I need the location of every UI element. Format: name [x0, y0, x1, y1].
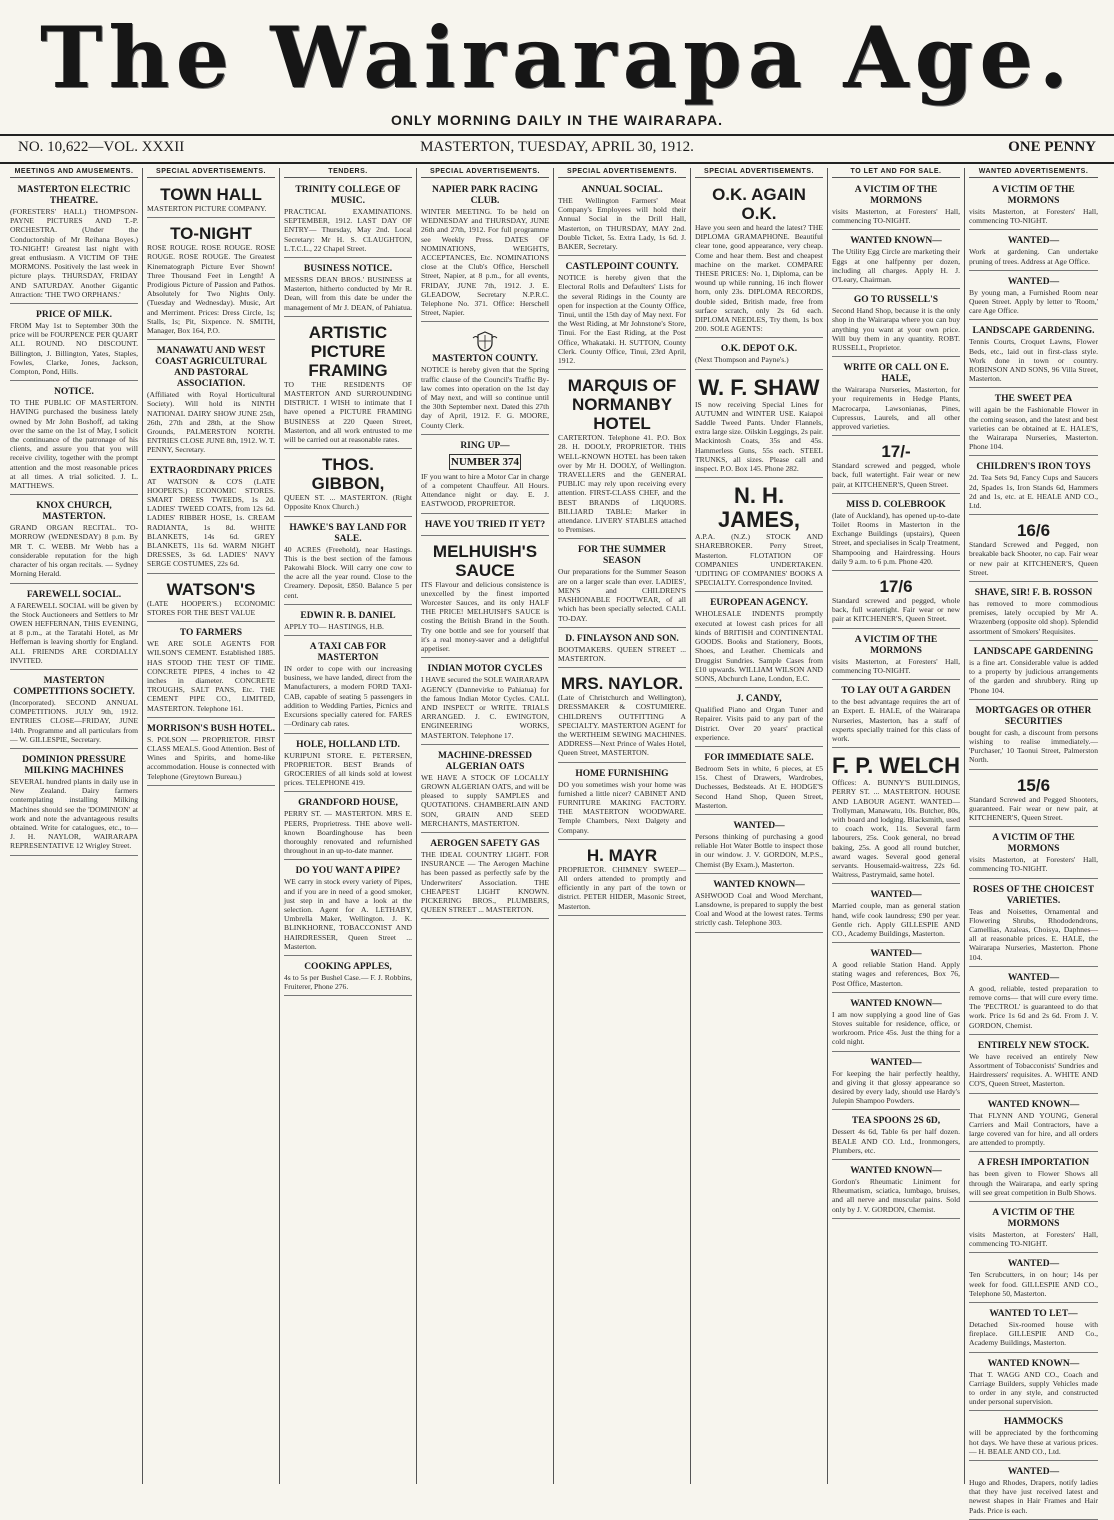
advertisement	[421, 325, 549, 434]
advertisement-title: FAREWELL SOCIAL.	[26, 589, 122, 600]
advertisement-title: HAMMOCKS	[1003, 1417, 1064, 1428]
column-2	[143, 168, 280, 1484]
advertisement	[284, 320, 412, 449]
advertisement-title: INDIAN MOTOR CYCLES	[427, 664, 543, 675]
advertisement-body: THE Wellington Farmers' Meat Company's Employees will hold their Annual Social in the Drill Hall, Masterton, on THURSDAY, MAY 2nd. Double Ticket, 5s. Extra Lady, 1s 6d. J. BAKER, Secretary.	[558, 196, 686, 252]
advertisement-title: WANTED—	[1007, 1467, 1060, 1478]
column-heading: TO LET AND FOR SALE.	[832, 168, 960, 178]
advertisement-body: QUEEN ST. ... MASTERTON. (Right Opposite Knox Church.)	[284, 493, 412, 512]
advertisement	[832, 946, 960, 993]
advertisement-body: ROSE ROUGE. ROSE ROUGE. ROSE ROUGE. ROSE ROUGE. The Greatest Kinematograph Picture Ever Shown! Three Thousand Feet in Length! A Prodigious Picture of Passion and Pathos. Absolutely for Two Nights Only. (Tuesday and Wednesday). Music, Art and Merriment. Prices: Dress Circle, 1s; Stalls, 1s; Pit, Sixpence. N. SMITH, Manager, Box 164, P.O.	[147, 243, 275, 336]
advertisement-title: H. MAYR	[586, 845, 658, 865]
advertisement-title: GRANDFORD HOUSE,	[298, 798, 398, 809]
newspaper-title: The Wairarapa Age.	[40, 7, 1075, 107]
advertisement	[969, 1306, 1098, 1353]
advertisement-title: WANTED—	[870, 1057, 922, 1068]
advertisement	[832, 497, 960, 571]
advertisement-body: (Late of Christchurch and Wellington), DRESSMAKER & COSTUMIERE. CHILDREN'S OUTFITTING A SPECIALTY. MASTERTON AGENT for the WERTHEIM SEWING MACHINES. ADDRESS—Next Prince of Wales Hotel, Queen Street, MASTERTON.	[558, 693, 686, 758]
advertisement-body: S. POLSON — PROPRIETOR. FIRST CLASS MEALS. Good Attention. Best of Wines and Spirits, and home-like accommodation. House is connected with Telephone (Greytown Bureau.)	[147, 734, 275, 781]
newspaper-columns	[6, 168, 1108, 1515]
advertisement-title: MANAWATU AND WEST COAST AGRICULTURAL AND PASTORAL ASSOCIATION.	[155, 346, 267, 390]
advertisement-title: TO FARMERS	[179, 628, 243, 639]
column-heading: MEETINGS AND AMUSEMENTS.	[10, 168, 138, 178]
advertisement-title: MORRISON'S BUSH HOTEL.	[147, 723, 276, 734]
advertisement-body: I HAVE secured the SOLE WAIRARAPA AGENCY (Dannevirke to Pahiatua) for the famous Indian Motor Cycles. CALL AND INSPECT or WRITE. TRIALS ARRANGED. J. C. EWINGTON, ENGINEERING WORKS, MASTERTON. Telephone 17.	[421, 675, 549, 740]
advertisement-body: ASHWOOD Coal and Wood Merchant, Lansdowne, is prepared to supply the best Coal and Wood at the lowest rates. Terms strictly cash. Telephone 303.	[695, 890, 823, 928]
advertisement	[969, 274, 1098, 321]
advertisement-body: is a fine art. Considerable value is added to a property by judicious arrangements of the garden and shrubbery. Ring up 'Phone 104.	[969, 657, 1098, 695]
advertisement-title: HAWKE'S BAY LAND FOR SALE.	[289, 522, 407, 544]
issue-price: ONE PENNY	[1008, 139, 1096, 155]
advertisement-title: AEROGEN SAFETY GAS	[430, 838, 540, 849]
advertisement-title: FOR THE SUMMER SEASON	[578, 545, 666, 567]
advertisement	[969, 1155, 1098, 1202]
advertisement-title: WRITE OR CALL ON E. HALE,	[843, 363, 949, 385]
advertisement-title: TO LAY OUT A GARDEN	[841, 686, 951, 697]
advertisement-body: A.P.A. (N.Z.) STOCK AND SHAREBROKER. Perry Street, Masterton. FLOTATION OF COMPANIES UNDERTAKEN. 'UDITING OF COMPANIES' BOOKS A SPECIALTY. Correspondence Invited.	[695, 532, 823, 588]
advertisement	[695, 481, 823, 592]
advertisement	[421, 661, 549, 744]
advertisement-body: That T. WAGG AND CO., Coach and Carriage Builders, supply Vehicles made to order in any style, and constructed under personal supervision.	[969, 1369, 1098, 1407]
advertisement	[832, 233, 960, 289]
issue-date: MASTERTON, TUESDAY, APRIL 30, 1912.	[420, 139, 694, 155]
column-heading: SPECIAL ADVERTISEMENTS.	[695, 168, 823, 178]
dateline-bar	[0, 134, 1114, 164]
advertisement-body: the Wairarapa Nurseries, Masterton, for your requirements in Hedge Plants, Macrocarpa, Lawsonianas, Pines, Cupressus, Laurels, and all other approved varieties.	[832, 385, 960, 432]
advertisement-title: TO-NIGHT	[170, 224, 252, 244]
advertisement	[969, 1256, 1098, 1303]
advertisement-title: MELHUISH'S SAUCE	[432, 541, 538, 580]
advertisement-body: FROM May 1st to September 30th the price will be FOURPENCE PER QUART ALL ROUND. NO DISCOUNT. Billington, J. Billington, Yates, Staples, Fowles, Clarke, Jones, Jackson, Compton, Pond, Hills.	[10, 321, 138, 377]
advertisement	[695, 341, 823, 369]
advertisement-title: MARQUIS OF NORMANBY HOTEL	[567, 376, 677, 434]
advertisement	[147, 721, 275, 786]
advertisement-body: A FAREWELL SOCIAL will be given by the Stock Auctioneers and Settlers to Mr OWEN HEFFERNAN, THIS EVENING, at 8 p.m., at the Taratahi Hotel, as Mr Heffernan is leaving shortly for England. ALL FRIENDS ARE CORDIALLY INVITED.	[10, 600, 138, 665]
advertisement-body: (FORESTERS' HALL) THOMPSON-PAYNE PICTURES AND T.-P. ORCHESTRA. (Under the Conductorship of Mr Reihana Boyes.) TO-NIGHT! Greatest last night with great enthusiasm. A VICTIM OF THE MORMONS. Positively the last week in picture plays. THURSDAY, FRIDAY AND SATURDAY. Another Gigantic Attraction: 'THE TWO ORPHANS.'	[10, 207, 138, 299]
advertisement-body: IF you want to hire a Motor Car in charge of a competent Chauffeur. All Hours. Attendance night or day. E. J. EASTWOOD, PROPRIETOR.	[421, 471, 549, 509]
advertisement-body: Second Hand Shop, because it is the only shop in the Wairarapa where you can buy anything you want at your own price. Will buy them in any quantity. ROBT. RUSSELL, Proprietor.	[832, 306, 960, 353]
advertisement	[969, 1097, 1098, 1153]
advertisement-body: has been given to Flower Shows all through the Wairarapa, and early spring will see great competition in Bulb Shows.	[969, 1169, 1098, 1197]
advertisement-title: THE SWEET PEA	[994, 394, 1073, 405]
advertisement-title: A VICTIM OF THE MORMONS	[854, 185, 938, 206]
advertisement-title: ANNUAL SOCIAL.	[581, 185, 663, 195]
advertisement-title: MACHINE-DRESSED ALGERIAN OATS	[438, 750, 532, 772]
advertisement	[969, 644, 1098, 700]
advertisement-title: FOR IMMEDIATE SALE.	[704, 752, 814, 763]
advertisement-title: MRS. NAYLOR.	[560, 674, 684, 694]
advertisement	[969, 882, 1098, 967]
advertisement-title: A TAXI CAB FOR MASTERTON	[309, 642, 387, 664]
advertisement-title: NOTICE.	[54, 387, 94, 398]
advertisement-body: Our preparations for the Summer Season are on a larger scale than ever. LADIES', MEN'S and CHILDREN'S FASHIONABLE FOOTWEAR, of all which has been specially selected. CALL TO-DAY.	[558, 567, 686, 623]
issue-number: NO. 10,622—VOL. XXXII	[18, 139, 185, 155]
advertisement-body: GRAND ORGAN RECITAL. TO-MORROW (WEDNESDAY) 8 p.m. By MR T. C. WEBB. Mr Webb has a considerable reputation for the high character of his organ recitals. — Sydney Morning Herald.	[10, 523, 138, 579]
advertisement-body: Tennis Courts, Croquet Lawns, Flower Beds, etc., laid out in first-class style. Work done in town or country. ROBINSON AND SONS, 96 Villa Street, Masterton.	[969, 337, 1098, 384]
advertisement-title: NAPIER PARK RACING CLUB.	[432, 185, 538, 206]
advertisement-body: to the best advantage requires the art of an Expert. E. HALE, of the Wairarapa Nurseries, Masterton, has a staff of experts specially trained for this class of work.	[832, 697, 960, 743]
advertisement-body: IS now receiving Special Lines for AUTUMN and WINTER USE. Kaiapoi Saddle Tweed Pants. Under Flannels, extra large size. Oilskin Leggings, 2s pair. Mackintosh Coats, 35s and 45s. Hammerless Guns, 55s each. STEEL TRUNKS, all sizes. Please call and inspect. P.O. Box 145. Phone 282.	[695, 399, 823, 474]
advertisement-title: F. P. WELCH	[832, 753, 960, 779]
advertisement	[10, 182, 138, 304]
advertisement	[969, 518, 1098, 582]
advertisement-body: Hugo and Rhodes, Drapers, notify ladies that they have just received latest and newest shapes in Hair Frames and Hair Pads. Price is each.	[969, 1478, 1098, 1515]
advertisement	[969, 182, 1098, 230]
advertisement-body: A good, reliable, tested preparation to remove corns— that will cure every time. The 'PECTROL' is guaranteed to do that work. Price 1s 6d and 2s 6d. From J. V. GORDON, Chemist.	[969, 983, 1098, 1030]
advertisement-body: Dessert 4s 6d, Table 6s per half dozen. BEALE AND CO. Ltd., Ironmongers, Plumbers, etc.	[832, 1127, 960, 1155]
advertisement-title: A VICTIM OF THE MORMONS	[992, 185, 1075, 206]
advertisement-title: ENTIRELY NEW STOCK.	[977, 1040, 1090, 1051]
advertisement	[832, 887, 960, 943]
advertisement-title: EUROPEAN AGENCY.	[710, 598, 808, 609]
advertisement-body: Standard screwed and pegged, whole back, full watertight. Fair wear or new pair, at KITCHENER'S, Queen Street.	[832, 461, 960, 489]
advertisement-body: APPLY TO— HASTINGS, H.B.	[284, 621, 384, 631]
advertisement-body: I am now supplying a good line of Gas Stoves suitable for residence, office, or workroom. Price 45s. Just the thing for a cold night.	[832, 1009, 960, 1047]
advertisement-title: WANTED—	[1007, 236, 1060, 247]
advertisement-title: BUSINESS NOTICE.	[303, 264, 393, 275]
advertisement-body: Married couple, man as general station hand, wife cook laundress; £90 per year. Gentle rich. Apply GILLESPIE AND CO., Academy Buildings, Masterton.	[832, 901, 960, 938]
advertisement-title: COOKING APPLES,	[304, 961, 392, 972]
advertisement	[147, 221, 275, 340]
advertisement-title: WATSON'S	[166, 579, 256, 599]
advertisement	[147, 577, 275, 622]
advertisement-title: MASTERTON ELECTRIC THEATRE.	[17, 185, 131, 206]
advertisement-body: The Utility Egg Circle are marketing their Eggs at one halfpenny per dozen, including all charges. Apply H. J. O'Leary, Chairman.	[832, 247, 960, 285]
advertisement-body: Ten Scrubcutters, in on hour; 14s per week for food. GILLESPIE AND CO., Telephone 50, Masterton.	[969, 1270, 1098, 1298]
advertisement-title: LANDSCAPE GARDENING	[973, 646, 1094, 657]
advertisement-title: SHAVE, SIR! F. B. ROSSON	[974, 588, 1093, 599]
advertisement-body: WE carry in stock every variety of Pipes, and if you are in need of a good smoker, just step in and have a look at the selection. Agent for A. LETHABY, Umbrella Maker, Wellington. J. K. BLINKHORNE, TOBACCONIST AND HAIRDRESSER, Queen Street ... Masterton.	[284, 877, 412, 951]
advertisement-body: By young man, a Furnished Room near Queen Street. Apply by letter to 'Room,' care Age Office.	[969, 287, 1098, 316]
advertisement	[969, 1205, 1098, 1253]
column-6	[691, 168, 828, 1484]
column-8	[965, 168, 1102, 1515]
advertisement-title: KNOX CHURCH, MASTERTON.	[36, 501, 112, 523]
advertisement-title: GO TO RUSSELL'S	[853, 295, 939, 306]
advertisement-title: TRINITY COLLEGE OF MUSIC.	[295, 185, 401, 206]
advertisement	[147, 463, 275, 574]
advertisement	[147, 182, 275, 218]
advertisement-title: WANTED KNOWN—	[987, 1099, 1080, 1110]
advertisement-title: 17/6	[879, 577, 913, 597]
advertisement	[969, 1414, 1098, 1461]
advertisement-title: 17/-	[881, 442, 911, 462]
advertisement	[10, 384, 138, 495]
advertisement	[558, 671, 686, 762]
advertisement-body: Work at gardening. Can undertake pruning of trees. Address at Age Office.	[969, 247, 1098, 266]
advertisement-body: MASTERTON PICTURE COMPANY.	[147, 204, 267, 213]
advertisement-body: will be appreciated by the forthcoming hot days. We have these at various prices.— H. BEALE AND CO., Ltd.	[969, 1428, 1098, 1456]
advertisement	[558, 182, 686, 256]
column-heading: SPECIAL ADVERTISEMENTS.	[421, 168, 549, 178]
advertisement	[832, 1113, 960, 1160]
advertisement-title: N. H. JAMES,	[718, 483, 800, 533]
advertisement	[695, 877, 823, 933]
advertisement	[832, 996, 960, 1052]
advertisement-body: That FLYNN AND YOUNG, General Carriers and Mail Contractors, have a large covered van for hire, and all orders are attended to promptly.	[969, 1110, 1098, 1148]
advertisement-title: CHILDREN'S IRON TOYS	[976, 462, 1091, 473]
advertisement	[695, 750, 823, 815]
advertisement	[421, 182, 549, 322]
advertisement-body: MESSRS DEAN BROS.' BUSINESS at Masterton, hitherto conducted by Mr R. Dean, will from this date be under the management of Mr J. DEAN, of Pahiatua.	[284, 275, 413, 312]
advertisement-title: LANDSCAPE GARDENING.	[972, 326, 1095, 337]
advertisement-title: WANTED—	[1007, 276, 1060, 287]
phone-number-box: NUMBER 374	[450, 455, 520, 468]
advertisement	[284, 795, 412, 860]
advertisement-title: A FRESH IMPORTATION	[977, 1158, 1090, 1169]
advertisement-title: WANTED KNOWN—	[850, 236, 942, 247]
advertisement-title: WANTED—	[870, 890, 922, 901]
advertisement-title: WANTED KNOWN—	[987, 1358, 1080, 1369]
advertisement-body: (LATE HOOPER'S.) ECONOMIC STORES FOR THE BEST VALUE	[147, 598, 275, 617]
advertisement	[969, 585, 1098, 641]
column-heading: SPECIAL ADVERTISEMENTS.	[147, 168, 275, 178]
advertisement-body: visits Masterton, at Foresters' Hall, commencing TO-NIGHT.	[969, 855, 1098, 874]
advertisement	[969, 970, 1098, 1035]
advertisement-title: MASTERTON COUNTY.	[432, 354, 538, 365]
advertisement	[832, 439, 960, 494]
advertisement-body: WE HAVE A STOCK OF LOCALLY GROWN ALGERIAN OATS, and will be pleased to supply SAMPLES and QUOTATIONS. CHAMBERLAIN AND SON, GRAIN AND SEED MERCHANTS, MASTERTON.	[421, 772, 549, 828]
advertisement	[969, 773, 1098, 828]
advertisement-body: will again be the Fashionable Flower in the coming season, and the latest and best varieties can be obtained at E. HALE'S, the Wairarapa Nurseries, Masterton. Phone 104.	[969, 405, 1098, 452]
advertisement-body: Standard Screwed and Pegged Shooters, guaranteed. Fair wear or new pair, at KITCHENER'S, Queen Street.	[969, 794, 1098, 822]
advertisement-title: WANTED—	[870, 949, 922, 960]
advertisement-body: KURIPUNI STORE. E. PETERSEN, PROPRIETOR. BEST Brands of GROCERIES of all kinds sold at lowest prices. TELEPHONE 419.	[284, 750, 412, 788]
advertisement	[558, 373, 686, 539]
coat-of-arms-icon	[470, 330, 500, 352]
advertisement-body: has removed to more commodious premises, lately occupied by Mr A. Wrazenberg (opposite old shop). Splendid assortment of Smokers' Requisites.	[969, 599, 1098, 636]
advertisement-title: WANTED KNOWN—	[713, 879, 805, 890]
advertisement-title: EDWIN R. B. DANIEL	[300, 610, 396, 621]
advertisement-body: For keeping the hair perfectly healthy, and giving it that glossy appearance so desired by every lady, should use Hardy's Julepin Shampoo Powders.	[832, 1068, 960, 1106]
advertisement-body: We have received an entirely New Assortment of Tobacconists' Sundries and Hairdressers' requisites. A. WHITE AND CO'S, Queen Street, Masterton.	[969, 1051, 1098, 1089]
advertisement	[832, 360, 960, 436]
advertisement-title: HAVE YOU TRIED IT YET?	[424, 519, 546, 530]
advertisement-body: WE ARE SOLE AGENTS FOR WILSON'S CEMENT. Established 1885. HAS STOOD THE TEST OF TIME. CONCRETE PIPES, 4 inches to 42 inches in diameter. CONCRETE TROUGHS, SALT PANS, Etc. THE CEMENT PIPE CO., LIMITED, MASTERTON. Telephone 161.	[147, 639, 275, 713]
column-heading: TENDERS.	[284, 168, 412, 178]
advertisement	[10, 587, 138, 670]
advertisement-title: EXTRAORDINARY PRICES	[149, 465, 273, 476]
advertisement-title: A VICTIM OF THE MORMONS	[992, 833, 1075, 855]
advertisement	[832, 632, 960, 680]
advertisement-body: (Affiliated with Royal Horticultural Society). Will hold its NINTH NATIONAL DAIRY SHOW JUNE 25th, 26th, 27th and 28th, at the Show Grounds, PALMERSTON NORTH. ENTRIES CLOSE JUNE 8th, 1912. W. T. PENNY, Secretary.	[147, 390, 275, 455]
advertisement-body: IN order to cope with our increasing business, we have landed, direct from the Manufacturers, a modern FORD TAXI-CAB, capable of seating 5 passengers in addition to Wedding Parties, Picnics and Excursions specially catered for. FARES—Ordinary cab rates.	[284, 664, 412, 729]
advertisement-body: SEVERAL hundred plants in daily use in New Zealand. Dairy farmers contemplating installing Milking Machines should see the 'DOMINION' at work and note the advantageous results obtained. Write for catalogues, etc., to— J. H. NAYLOR, WAIRARAPA REPRESENTATIVE 12 Wrigley Street.	[10, 776, 138, 851]
advertisement	[284, 520, 412, 605]
advertisement	[558, 766, 686, 840]
advertisement-body: TO THE RESIDENTS OF MASTERTON AND SURROUNDING DISTRICT. I WISH to intimate that I have opened a PICTURE FRAMING BUSINESS at 220 Queen Street, Masterton, and all work entrusted to me will be carried out at reasonable rates.	[284, 379, 412, 445]
advertisement	[558, 631, 686, 668]
advertisement	[695, 818, 823, 874]
advertisement	[558, 843, 686, 916]
advertisement-title: W. F. SHAW	[698, 374, 820, 400]
advertisement-title: RING UP—	[460, 440, 510, 451]
advertisement-title: MISS D. COLEBROOK	[846, 499, 946, 510]
advertisement-body: bought for cash, a discount from persons wishing to realise immediately.— 'Purchaser,' 10 Taonui Street, Palmerston North.	[969, 727, 1098, 765]
advertisement-title: MORTGAGES OR OTHER SECURITIES	[975, 705, 1092, 727]
column-3	[280, 168, 417, 1484]
advertisement-title: 15/6	[1016, 775, 1051, 795]
advertisement-body: (Incorporated). SECOND ANNUAL COMPETITIONS. JULY 9th, 1912. ENTRIES CLOSE—FRIDAY, JUNE 14th. Programme and all particulars from— W. GILLESPIE, Secretary.	[10, 697, 138, 744]
advertisement-body: THE IDEAL COUNTRY LIGHT. FOR INSURANCE — The Aerogen Machine has been passed as perfectly safe by the Underwriters' Association. THE CHEAPEST LIGHT KNOWN. PICKERING BROS., PLUMBERS, QUEEN STREET ... MASTERTON.	[421, 849, 549, 915]
advertisement-title: A VICTIM OF THE MORMONS	[854, 634, 938, 656]
advertisement-body: Offices: A. BUNNY'S BUILDINGS, PERRY ST. ... MASTERTON. HOUSE AND LABOUR AGENT. WANTED— Trollyman, Manawatu, 10s. Butcher, 80s, with board and lodging. Blacksmith, used to coach work, 11s. Several farm labourers, 25s. Cook general, no bread baking, 25s. A good all round butcher, award wages. Several good general servants. Housemaid-waitress, 22s 6d. Waitress, Pastrymaid, same hotel.	[832, 778, 960, 880]
advertisement-body: 40 ACRES (Freehold), near Hastings. This is the best section of the famous Pakowahi Block. Will carry one cow to the acre all the year round. Close to the Creamery. Deposit, £850. Balance 5 per cent.	[284, 544, 412, 600]
advertisement	[832, 751, 960, 884]
advertisement-title: WANTED KNOWN—	[850, 1166, 942, 1176]
advertisement-body: Gordon's Rheumatic Liniment for Rheumatism, sciatica, lumbago, bruises, and all nerve and muscular pains. Sold only by J. V. GORDON, Chemist.	[832, 1177, 960, 1214]
advertisement-body: AT WATSON & CO'S (LATE HOOPER'S.) ECONOMIC STORES. SMART DRESS TWEEDS, 1s 2d. LADIES' TWEED COATS, from 12s 6d. LADIES' RIBBER HOSE, 1s. CREAM RADIANTA, 1s 8d. WHITE BLANKETS, 14s 6d. GREY BLANKETS, 11s 6d. WARM NIGHT DRESSES, 3s 6d. LADIES' NAVY SERGE COSTUMES, 22s 6d.	[147, 476, 275, 569]
advertisement-body: CARTERTON. Telephone 41. P.O. Box 28. H. DOOLY, PROPRIETOR. THIS WELL-KNOWN HOTEL has been taken over by Mr H. DOOLY, of Wellington. TRAVELLERS and the GENERAL PUBLIC may rely upon receiving every attention. FIRST-CLASS CHEF, and the BEST BRANDS of LIQUORS. BILLIARD TABLE: Marker in attendance. LIVERY STABLES attached to Premises.	[558, 433, 686, 535]
advertisement	[284, 639, 412, 733]
advertisement-title: MASTERTON COMPETITIONS SOCIETY.	[13, 675, 135, 697]
advertisement-title: WANTED—	[733, 820, 785, 831]
advertisement	[421, 836, 549, 919]
column-4	[417, 168, 554, 1484]
advertisement	[284, 261, 412, 317]
advertisement-title: THOS. GIBBON,	[311, 455, 385, 494]
advertisement-body: 2d. Tea Sets 9d, Fancy Cups and Saucers 2d, Spades 1s, Iron Stands 6d, Hammers 2d and 1s, etc. at E. HEALE AND CO., Ltd.	[969, 473, 1098, 511]
newspaper-subtitle: ONLY MORNING DAILY IN THE WAIRARAPA.	[390, 112, 724, 128]
advertisement	[832, 1163, 960, 1219]
advertisement	[969, 1356, 1098, 1412]
masthead	[0, 0, 1114, 160]
advertisement-title: WANTED—	[1007, 972, 1060, 983]
advertisement-body: PROPRIETOR. CHIMNEY SWEEP— All orders attended to promptly and efficiently in any part of the town or district. PETER HIDER, Masonic Street, Masterton.	[558, 864, 686, 911]
advertisement-title: J. CANDY,	[736, 694, 782, 705]
advertisement-title: WANTED—	[1007, 1259, 1060, 1270]
advertisement	[695, 595, 823, 688]
advertisement-title: O.K. DEPOT O.K.	[720, 344, 798, 355]
advertisement-title: HOLE, HOLLAND LTD.	[296, 739, 400, 750]
advertisement	[969, 1038, 1098, 1094]
column-heading: SPECIAL ADVERTISEMENTS.	[558, 168, 686, 178]
advertisement-body: Detached Six-roomed house with fireplace. GILLESPIE AND Co., Academy Buildings, Masterton.	[969, 1320, 1098, 1348]
advertisement-title: O.K. AGAIN O.K.	[712, 185, 806, 223]
advertisement	[695, 373, 823, 479]
advertisement-title: A VICTIM OF THE MORMONS	[992, 1208, 1075, 1229]
advertisement	[421, 748, 549, 833]
advertisement	[421, 517, 549, 536]
advertisement-body: (Next Thompson and Payne's.)	[695, 355, 789, 365]
advertisement	[284, 452, 412, 516]
advertisement	[284, 737, 412, 793]
advertisement	[284, 608, 412, 636]
advertisement	[10, 673, 138, 749]
advertisement	[147, 625, 275, 718]
advertisement-title: 16/6	[1016, 521, 1051, 541]
advertisement-title: ROSES OF THE CHOICEST VARIETIES.	[972, 884, 1095, 906]
advertisement-body: Teas and Noisettes, Ornamental and Flowering Shrubs, Rhododendrons, Camellias, Azaleas, Choisya, Daphnes— all at reasonable prices. E. HALE, the Wairarapa Nurseries, Masterton. Phone 104.	[969, 906, 1098, 962]
advertisement	[421, 539, 549, 659]
advertisement-body: WHOLESALE INDENTS promptly executed at lowest cash prices for all kinds of BRITISH and CONTINENTAL GOODS. Books and Stationery, Boots, Shoes, and Leather. Chemicals and Druggist Sundries. Sample Cases from £10 upwards. WILLIAM WILSON AND SONS, Abchurch Lane, London, E.C.	[695, 609, 823, 683]
advertisement	[558, 542, 686, 627]
advertisement-body: ITS Flavour and delicious consistence is unexcelled by the finest imported Worcester Sauces, and its only HALF THE PRICE! MELHUISH'S SAUCE is costing the British Brand in the South. Try one bottle and see for yourself that it's a real money-saver and a delightful appetiser.	[421, 579, 549, 654]
advertisement-body: Persons thinking of purchasing a good reliable Hot Water Bottle to inspect those in our window. J. V. GORDON, M.P.S., Chemist (By Exam.), Masterton.	[695, 831, 823, 869]
advertisement	[10, 752, 138, 856]
advertisement	[558, 259, 686, 370]
advertisement-title: WANTED KNOWN—	[850, 998, 942, 1009]
advertisement-body: A good reliable Station Hand. Apply stating wages and references, Box 76, Post Office, Masterton.	[832, 960, 960, 988]
advertisement-body: visits Masterton, at Foresters' Hall, commencing TO-NIGHT.	[832, 656, 960, 675]
advertisement-title: ARTISTIC PICTURE FRAMING	[308, 322, 388, 380]
advertisement	[832, 683, 960, 748]
column-5	[554, 168, 691, 1484]
advertisement-body: BOOTMAKERS. QUEEN STREET ... MASTERTON.	[558, 644, 686, 663]
advertisement-body: Bedroom Sets in white, 6 pieces, at £5 15s. Chest of Drawers, Wardrobes, Duchesses, Bedsteads. At E. HODGE'S Second Hand Shop, Queen Street, Masterton.	[695, 763, 823, 810]
advertisement	[832, 292, 960, 357]
advertisement	[284, 863, 412, 956]
column-7	[828, 168, 965, 1484]
advertisement-body: DO you sometimes wish your home was furnished a little nicer? CABINET AND FURNITURE MAKING FACTORY. THE MASTERTON WOODWARE. Temple Chambers, Next Dalgety and Company.	[558, 779, 686, 835]
advertisement	[10, 307, 138, 381]
advertisement-title: WANTED TO LET—	[989, 1309, 1078, 1320]
advertisement-title: PRICE OF MILK.	[36, 310, 112, 321]
advertisement-title: TEA SPOONS 2S 6D,	[851, 1116, 941, 1127]
advertisement	[10, 498, 138, 583]
advertisement	[695, 691, 823, 747]
advertisement-body: visits Masterton, at Foresters' Hall, commencing TO-NIGHT.	[969, 207, 1098, 226]
advertisement	[421, 438, 549, 514]
advertisement-body: Have you seen and heard the latest? THE DIPLOMA GRAMAPHONE. Beautiful clear tone, good appearance, very cheap. Come and hear them. Best and cheapest machine on the market. COMPARE THESE PRICES: No. 1, Diploma, can be wound up while running, 16 inch flower horn, only 23s. DIPLOMA RECORDS, double sided, British made, free from surface scratch, only 2s 6d each. DIPLOMA NEEDLES, Try them, 1s box 200. SOLE AGENTS:	[695, 223, 823, 334]
advertisement-body: PERRY ST. — MASTERTON. MRS E. PEERS, Proprietress. THE above well-known Boardinghouse has been thoroughly renovated and refurnished throughout in an up-to-date manner.	[284, 809, 412, 856]
advertisement	[969, 391, 1098, 456]
advertisement-title: CASTLEPOINT COUNTY.	[565, 262, 679, 273]
advertisement	[832, 574, 960, 629]
advertisement	[832, 182, 960, 230]
advertisement-body: WINTER MEETING. To be held on WEDNESDAY and THURSDAY, JUNE 26th and 27th, 1912. For full programme see Weekly Press. DATES OF NOMINATIONS, WEIGHTS, ACCEPTANCES, Etc. NOMINATIONS close at the Club's Office, Herschell Street, Napier, at 8 p.m., for all events, FRIDAY, JUNE 7th, 1912. J. E. GLEADOW, Secretary N.P.R.C. Telephone No. 371. Office: Herschell Street, Napier.	[421, 207, 549, 318]
advertisement-body: visits Masterton, at Foresters' Hall, commencing TO-NIGHT.	[832, 207, 960, 226]
advertisement	[969, 703, 1098, 770]
advertisement-title: D. FINLAYSON AND SON.	[565, 633, 679, 644]
advertisement	[969, 459, 1098, 515]
advertisement	[284, 959, 412, 996]
advertisement-body: Qualified Piano and Organ Tuner and Repairer. Visits paid to any part of the District. Over 20 years' practical experience.	[695, 705, 823, 742]
advertisement	[969, 323, 1098, 388]
advertisement-title: TOWN HALL	[160, 185, 262, 204]
advertisement-body: 4s to 5s per Bushel Case.— F. J. Robbins, Fruiterer, Phone 276.	[284, 972, 412, 992]
advertisement-body: Standard Screwed and Pegged, non breakable back Shooter, no cap. Fair wear or new pair at KITCHENER'S, Queen Street.	[969, 540, 1098, 577]
advertisement-title: HOME FURNISHING	[575, 768, 669, 779]
advertisement-body: visits Masterton, at Foresters' Hall, commencing TO-NIGHT.	[969, 1230, 1098, 1249]
advertisement-body: NOTICE is hereby given that the Electoral Rolls and Defaulters' Lists for the several Ridings in the County are open for inspection at the County Office, Tinui, until the 15th day of May next. For the West Riding, at Mr Johnstone's Store, Tinui. For the East Riding, at the Post Office, Whakataki. H. SUTTON, County Clerk. County Office, Tinui, 23rd April, 1912.	[558, 273, 686, 366]
advertisement	[147, 343, 275, 459]
advertisement	[284, 182, 412, 258]
column-heading: WANTED ADVERTISEMENTS.	[969, 168, 1098, 178]
advertisement-title: DOMINION PRESSURE MILKING MACHINES	[22, 754, 126, 776]
column-1	[6, 168, 143, 1484]
advertisement	[969, 233, 1098, 270]
advertisement	[969, 1464, 1098, 1520]
advertisement	[969, 830, 1098, 878]
advertisement-body: NOTICE is hereby given that the Spring traffic clause of the Council's Traffic By-law comes into operation on the 1st day of May next, and will so continue until the 30th September next. Dated this 27th day of April, 1912. F. G. MOORE, County Clerk.	[421, 365, 549, 430]
advertisement-title: DO YOU WANT A PIPE?	[295, 866, 401, 877]
advertisement-body: Standard screwed and pegged, whole back, full watertight. Fair wear or new pair at KITCHENER'S, Queen Street.	[832, 596, 960, 624]
advertisement-body: PRACTICAL EXAMINATIONS. SEPTEMBER, 1912. LAST DAY OF ENTRY— Thursday, May 2nd. Local Secretary: Mr H. S. CLAUGHTON, L.T.C.L., 22 Chapel Street.	[284, 207, 412, 253]
advertisement-body: (late of Auckland), has opened up-to-date Toilet Rooms in Masterton in the Exchange Buildings (upstairs), Queen Street, and specialises in Scalp Treatment, Shampooing and Hairdressing. Hours daily 9 a.m. to 6 p.m. Phone 420.	[832, 510, 961, 566]
advertisement	[695, 182, 823, 338]
advertisement	[832, 1055, 960, 1111]
advertisement-body: TO THE PUBLIC OF MASTERTON. HAVING purchased the business lately owned by Mr John Boshoff, ad taking over the same on the 1st of May, I solicit the continuance of the patronage of his clients, and assure you that you will receive civility, together with the prompt attention and the most reasonable prices at all times. A trial solicited. J. L. MATTHEWS.	[10, 398, 138, 491]
